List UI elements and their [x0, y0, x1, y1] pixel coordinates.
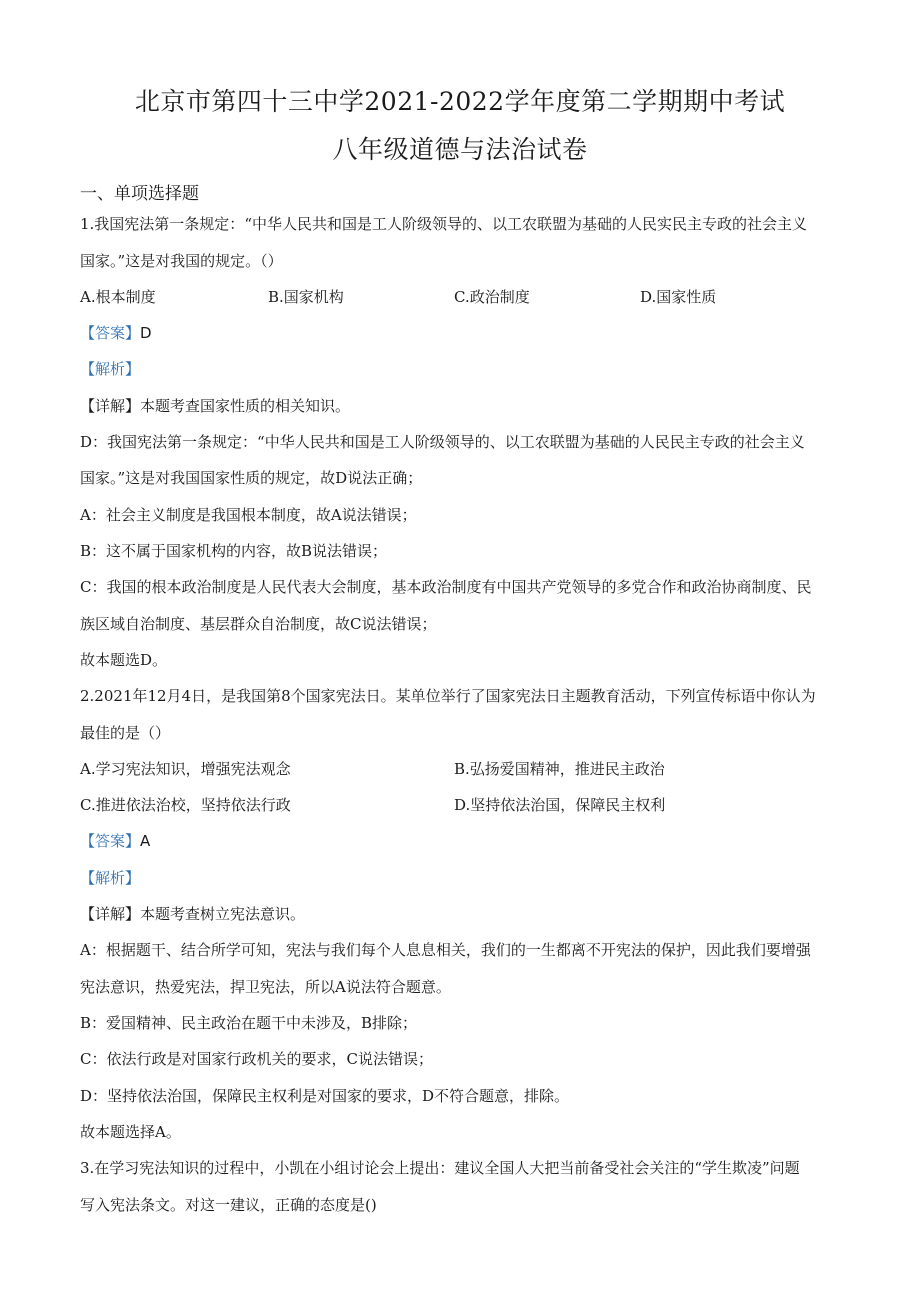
q1-c-line1: C：我国的根本政治制度是人民代表大会制度，基本政治制度有中国共产党领导的多党合作和政治协商制度、民 — [80, 578, 812, 596]
q2-stem-line1: 2.2021年12月4日，是我国第8个国家宪法日。某单位举行了国家宪法日主题教育活动，下列宣传标语中你认为 — [80, 687, 816, 705]
q1-detail: 【详解】本题考查国家性质的相关知识。 — [80, 397, 351, 415]
q1-option-c: C.政治制度 — [454, 288, 530, 306]
q2-option-c: C.推进依法治校，坚持依法行政 — [80, 796, 291, 814]
q2-detail: 【详解】本题考查树立宪法意识。 — [80, 905, 306, 923]
analysis-tag: 【解析】 — [80, 360, 141, 378]
q2-a-line2: 宪法意识，热爱宪法，捍卫宪法，所以A说法符合题意。 — [80, 978, 451, 996]
section-title: 一、单项选择题 — [80, 184, 199, 204]
q1-analysis-tag — [80, 359, 840, 379]
exam-subtitle: 八年级道德与法治试卷 — [332, 135, 588, 164]
exam-title: 北京市第四十三中学2021-2022学年度第二学期期中考试 — [134, 87, 786, 116]
answer-value: A — [140, 832, 151, 850]
q2-d-line: D：坚持依法治国，保障民主权利是对国家的要求，D不符合题意，排除。 — [80, 1087, 570, 1105]
q3-stem-line2: 写入宪法条文。对这一建议，正确的态度是() — [80, 1196, 377, 1214]
q2-stem-line2: 最佳的是（） — [80, 724, 171, 742]
q1-b-line: B：这不属于国家机构的内容，故B说法错误； — [80, 542, 388, 560]
q2-analysis-tag — [80, 868, 840, 888]
q3-stem-line1: 3.在学习宪法知识的过程中，小凯在小组讨论会上提出：建议全国人大把当前备受社会关注的“学生欺凌”问题 — [80, 1159, 800, 1177]
q2-option-d: D.坚持依法治国，保障民主权利 — [454, 796, 666, 814]
q1-d-line2: 国家。”这是对我国国家性质的规定，故D说法正确； — [80, 469, 423, 487]
answer-value: D — [140, 324, 152, 342]
q2-option-b: B.弘扬爱国精神，推进民主政治 — [454, 760, 665, 778]
answer-tag: 【答案】 — [80, 832, 141, 850]
analysis-tag: 【解析】 — [80, 869, 141, 887]
q1-d-line1: D：我国宪法第一条规定：“中华人民共和国是工人阶级领导的、以工农联盟为基础的人民民主专政的社会主义 — [80, 433, 805, 451]
q2-b-line: B：爱国精神、民主政治在题干中未涉及，B排除； — [80, 1014, 418, 1032]
q1-stem-line2: 国家。”这是对我国的规定。（） — [80, 252, 283, 270]
q1-stem-line1: 1.我国宪法第一条规定：“中华人民共和国是工人阶级领导的、以工农联盟为基础的人民实民主专政的社会主义 — [80, 215, 807, 233]
q2-answer — [80, 831, 840, 851]
q2-c-line: C：依法行政是对国家行政机关的要求，C说法错误； — [80, 1050, 433, 1068]
q1-option-a: A.根本制度 — [80, 288, 156, 306]
q2-conclusion: 故本题选择A。 — [80, 1123, 181, 1141]
q1-a-line: A：社会主义制度是我国根本制度，故A说法错误； — [80, 506, 417, 524]
q1-answer — [80, 323, 840, 343]
q1-conclusion: 故本题选D。 — [80, 651, 168, 669]
q2-option-a: A.学习宪法知识，增强宪法观念 — [80, 760, 291, 778]
q1-option-d: D.国家性质 — [640, 288, 717, 306]
q1-option-b: B.国家机构 — [268, 288, 344, 306]
q2-a-line1: A：根据题干、结合所学可知，宪法与我们每个人息息相关，我们的一生都离不开宪法的保护，因此我们要增强 — [80, 941, 811, 959]
answer-tag: 【答案】 — [80, 324, 141, 342]
q1-c-line2: 族区域自治制度、基层群众自治制度，故C说法错误； — [80, 615, 437, 633]
